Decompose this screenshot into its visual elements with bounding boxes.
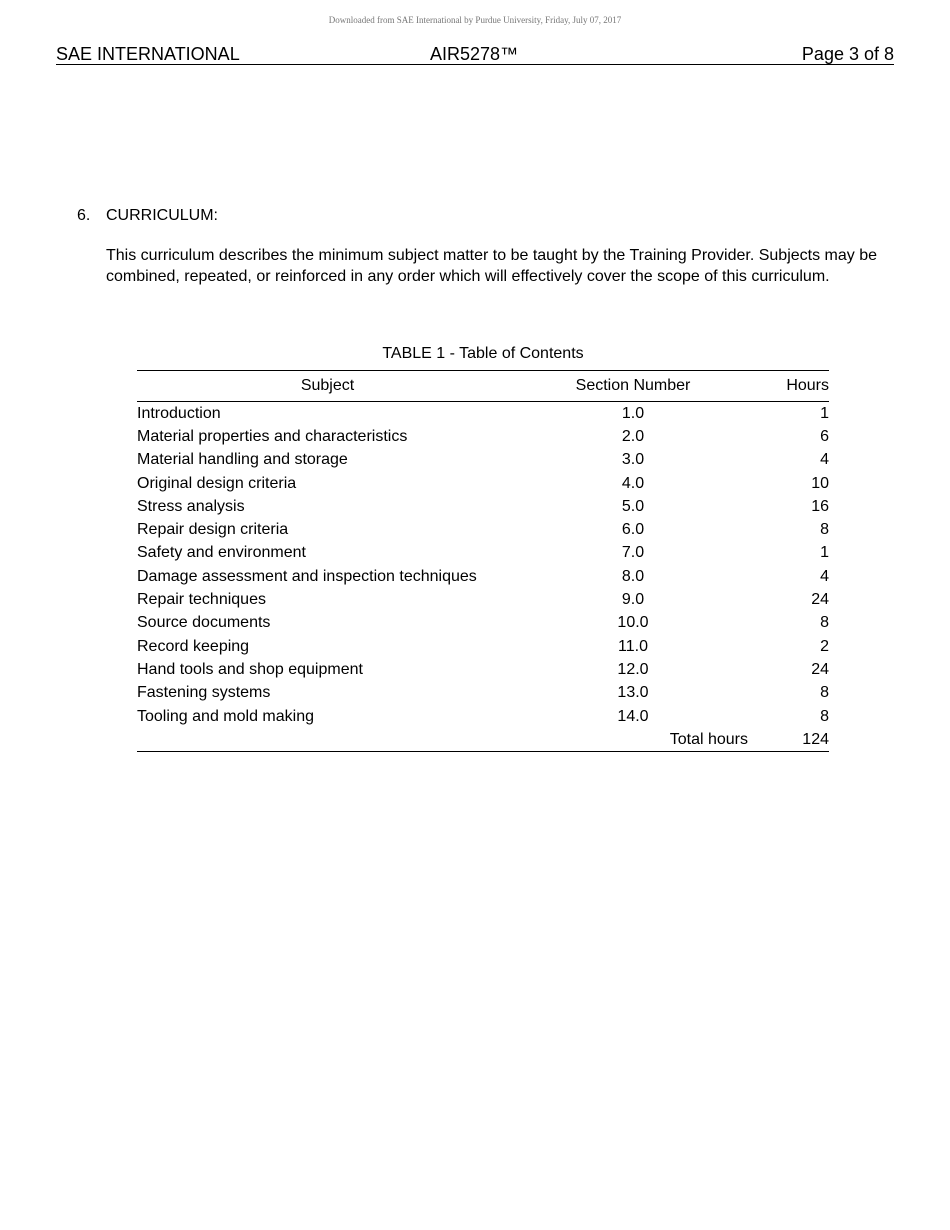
column-header-hours: Hours bbox=[748, 371, 829, 402]
row-section: 12.0 bbox=[617, 660, 649, 678]
row-hours: 1 bbox=[820, 404, 829, 422]
table-row bbox=[137, 402, 829, 426]
row-subject: Safety and environment bbox=[137, 544, 306, 562]
row-hours: 8 bbox=[820, 707, 829, 725]
column-header-subject: Subject bbox=[137, 371, 518, 402]
table-row bbox=[137, 425, 829, 448]
table-row bbox=[137, 542, 829, 565]
row-hours: 8 bbox=[820, 521, 829, 539]
row-hours: 10 bbox=[811, 474, 829, 492]
row-section: 10.0 bbox=[617, 614, 649, 632]
download-watermark: Downloaded from SAE International by Purdue University, Friday, July 07, 2017 bbox=[328, 15, 622, 25]
row-section: 2.0 bbox=[621, 427, 645, 445]
total-hours-label: Total hours bbox=[669, 730, 748, 748]
row-section: 5.0 bbox=[621, 497, 645, 515]
table-row bbox=[137, 565, 829, 588]
section-paragraph: This curriculum describes the minimum subject matter to be taught by the Training Provider. Subjects may be combined, repeated, or reinforced in any order which will effectively cover the scope of this curriculum. bbox=[106, 247, 878, 285]
header-publisher: SAE INTERNATIONAL bbox=[56, 44, 240, 64]
row-subject: Stress analysis bbox=[137, 497, 245, 515]
row-hours: 4 bbox=[820, 567, 829, 585]
row-subject: Damage assessment and inspection techniques bbox=[137, 567, 477, 585]
header-document-id: AIR5278™ bbox=[430, 44, 519, 64]
row-hours: 16 bbox=[811, 497, 829, 515]
row-subject: Hand tools and shop equipment bbox=[137, 660, 363, 678]
row-subject: Introduction bbox=[137, 404, 221, 422]
table-header-row bbox=[137, 371, 829, 402]
row-hours: 24 bbox=[811, 591, 829, 609]
row-subject: Source documents bbox=[137, 614, 271, 632]
row-hours: 1 bbox=[820, 544, 829, 562]
section-heading bbox=[77, 206, 218, 226]
row-subject: Tooling and mold making bbox=[137, 707, 314, 725]
table-row bbox=[137, 705, 829, 728]
row-section: 6.0 bbox=[621, 521, 645, 539]
row-section: 14.0 bbox=[617, 707, 649, 725]
row-hours: 2 bbox=[820, 637, 829, 655]
row-subject: Material properties and characteristics bbox=[137, 427, 408, 445]
row-subject: Fastening systems bbox=[137, 684, 271, 702]
table-row bbox=[137, 682, 829, 705]
row-hours: 4 bbox=[820, 451, 829, 469]
table-of-contents bbox=[137, 370, 829, 752]
row-hours: 8 bbox=[820, 614, 829, 632]
row-section: 1.0 bbox=[621, 404, 645, 422]
row-hours: 6 bbox=[820, 427, 829, 445]
table-caption: TABLE 1 - Table of Contents bbox=[382, 345, 584, 362]
row-hours: 24 bbox=[811, 660, 829, 678]
header-page-number: Page 3 of 8 bbox=[801, 44, 894, 64]
row-subject: Material handling and storage bbox=[137, 451, 348, 469]
row-section: 4.0 bbox=[621, 474, 645, 492]
row-section: 11.0 bbox=[618, 637, 648, 655]
table-row bbox=[137, 612, 829, 635]
row-section: 8.0 bbox=[621, 567, 645, 585]
table-row bbox=[137, 518, 829, 541]
total-spacer bbox=[137, 728, 518, 752]
table-row bbox=[137, 635, 829, 658]
row-subject: Original design criteria bbox=[137, 474, 297, 492]
row-section: 3.0 bbox=[621, 451, 645, 469]
table-row bbox=[137, 449, 829, 472]
column-header-section: Section Number bbox=[518, 371, 748, 402]
row-hours: 8 bbox=[820, 684, 829, 702]
page-header bbox=[56, 44, 894, 65]
row-section: 9.0 bbox=[621, 591, 645, 609]
table-row bbox=[137, 658, 829, 681]
table-total-row bbox=[137, 728, 829, 752]
row-subject: Repair techniques bbox=[137, 591, 266, 609]
table-body bbox=[137, 402, 829, 752]
table-row bbox=[137, 472, 829, 495]
row-section: 13.0 bbox=[617, 684, 649, 702]
row-subject: Record keeping bbox=[137, 637, 250, 655]
table-row bbox=[137, 495, 829, 518]
section-number: 6. bbox=[77, 207, 91, 224]
table-row bbox=[137, 588, 829, 611]
row-section: 7.0 bbox=[621, 544, 645, 562]
total-hours-value: 124 bbox=[802, 730, 829, 748]
row-subject: Repair design criteria bbox=[137, 521, 289, 539]
section-title: CURRICULUM: bbox=[106, 207, 218, 224]
